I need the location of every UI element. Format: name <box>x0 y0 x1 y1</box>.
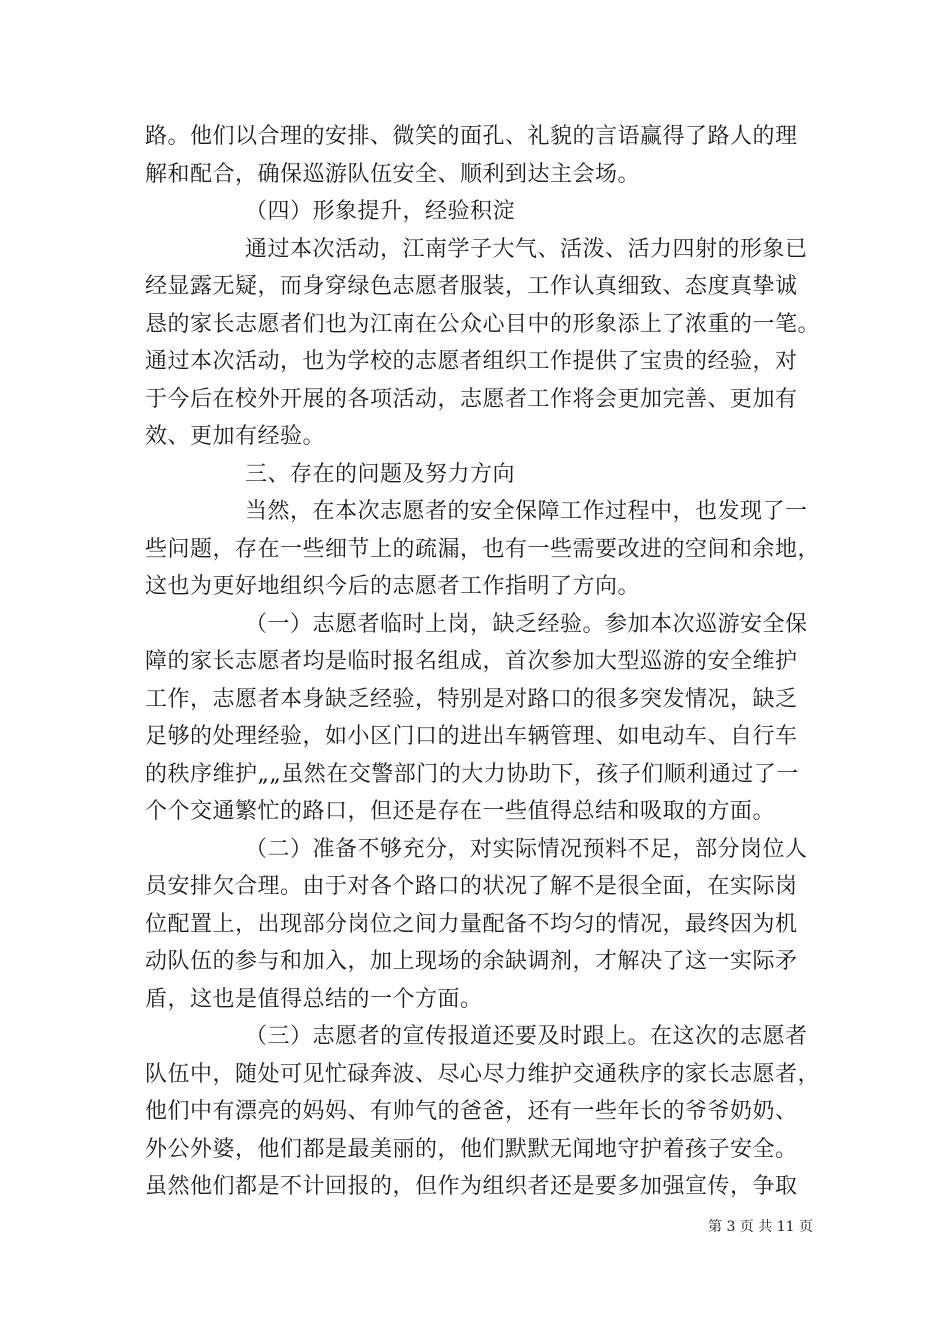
text-line: 虽然他们都是不计回报的，但作为组织者还是要多加强宣传，争取 <box>145 1174 798 1199</box>
text-line: 些问题，存在一些细节上的疏漏，也有一些需要改进的空间和余地， <box>145 536 821 562</box>
text-line: 效、更加有经验。 <box>145 424 326 449</box>
text-line: 经显露无疑，而身穿绿色志愿者服装，工作认真细致、态度真挚诚 <box>145 274 798 299</box>
text-line: （一）志愿者临时上岗，缺乏经验。参加本次巡游安全保 <box>245 611 808 637</box>
text-line: 盾，这也是值得总结的一个方面。 <box>145 986 483 1012</box>
text-line: （二）准备不够充分，对实际情况预料不足，部分岗位人 <box>245 836 808 862</box>
text-line: 路。他们以合理的安排、微笑的面孔、礼貌的言语赢得了路人的理 <box>145 124 798 149</box>
text-line: 员安排欠合理。由于对各个路口的状况了解不是很全面，在实际岗 <box>145 874 798 899</box>
section-heading: 三、存在的问题及努力方向 <box>245 461 516 487</box>
text-line: 恳的家长志愿者们也为江南在公众心目中的形象添上了浓重的一笔。 <box>145 311 821 337</box>
text-line: （三）志愿者的宣传报道还要及时跟上。在这次的志愿者 <box>245 1024 808 1049</box>
text-line: 当然，在本次志愿者的安全保障工作过程中，也发现了一 <box>245 499 808 524</box>
text-line: 于今后在校外开展的各项活动，志愿者工作将会更加完善、更加有 <box>145 386 798 412</box>
text-line: 的秩序维护„„虽然在交警部门的大力协助下，孩子们顺利通过了一 <box>145 761 799 787</box>
text-line: 通过本次活动，也为学校的志愿者组织工作提供了宝贵的经验，对 <box>145 349 798 374</box>
section-heading: （四）形象提升，经验积淀 <box>245 199 516 224</box>
text-line: 通过本次活动，江南学子大气、活泼、活力四射的形象已 <box>245 236 808 262</box>
text-line: 个个交通繁忙的路口，但还是存在一些值得总结和吸取的方面。 <box>145 799 776 824</box>
text-line: 解和配合，确保巡游队伍安全、顺利到达主会场。 <box>145 161 641 187</box>
text-line: 队伍中，随处可见忙碌奔波、尽心尽力维护交通秩序的家长志愿者， <box>145 1061 821 1087</box>
text-line: 动队伍的参与和加入，加上现场的余缺调剂，才解决了这一实际矛 <box>145 949 798 974</box>
text-line: 障的家长志愿者均是临时报名组成，首次参加大型巡游的安全维护 <box>145 649 798 674</box>
text-line: 足够的处理经验，如小区门口的进出车辆管理、如电动车、自行车 <box>145 724 798 749</box>
text-line: 他们中有漂亮的妈妈、有帅气的爸爸，还有一些年长的爷爷奶奶、 <box>145 1099 798 1124</box>
page-number: 第 3 页 共 11 页 <box>708 1218 813 1235</box>
text-line: 外公外婆，他们都是最美丽的，他们默默无闻地守护着孩子安全。 <box>145 1136 798 1162</box>
text-line: 位配置上，出现部分岗位之间力量配备不均匀的情况，最终因为机 <box>145 911 798 937</box>
text-line: 这也为更好地组织今后的志愿者工作指明了方向。 <box>145 574 641 599</box>
text-line: 工作，志愿者本身缺乏经验，特别是对路口的很多突发情况，缺乏 <box>145 686 798 712</box>
